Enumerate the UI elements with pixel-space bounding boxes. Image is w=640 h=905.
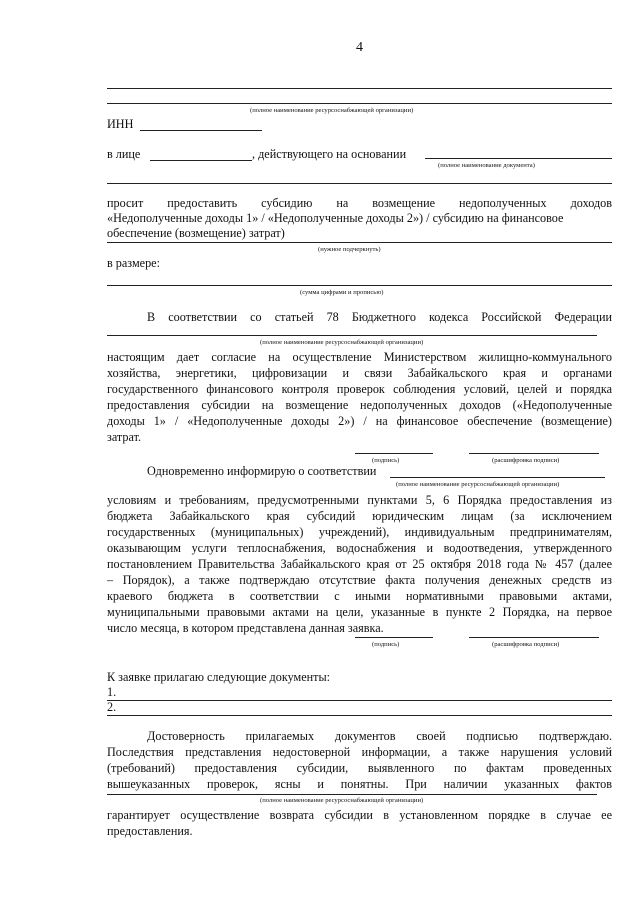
inform-line-1: Одновременно информирую о соответствии xyxy=(147,464,377,478)
consent-text-3: государственного финансового контроля проверок соблюдения условий, целей и порядка xyxy=(107,382,612,396)
reliability-line-4: вышеуказанных проверок, ясны и понятны. При наличии указанных фактов xyxy=(107,777,612,791)
inform-text-2: бюджета Забайкальского края субсидий юридическим лицам (за исключением xyxy=(107,509,612,523)
consent-text-6: затрат. xyxy=(107,430,142,444)
org-name-line-2[interactable] xyxy=(107,103,612,104)
continuation-line[interactable] xyxy=(107,183,612,184)
inform-text-5: постановлением Правительства Забайкальского края от 25 октября 2018 года № 457 (далее xyxy=(107,557,612,571)
basis-document-field[interactable] xyxy=(425,158,612,159)
consent-org-caption: (полное наименование ресурсоснабжающей организации) xyxy=(260,339,424,346)
reliability-line-3: (требований) предоставления субсидии, выявленного по фактам проведенных xyxy=(107,761,612,775)
consent-text-2: хозяйства, энергетики, цифровизации и связи Забайкальского края и органами xyxy=(107,366,612,380)
inform-sign-caption: (подпись) xyxy=(372,641,400,648)
consent-decode-caption: (расшифровка подписи) xyxy=(492,457,560,464)
org-caption: (полное наименование ресурсоснабжающей организации) xyxy=(250,107,414,114)
consent-signature-field[interactable] xyxy=(355,453,433,454)
consent-sign-caption: (подпись) xyxy=(372,457,400,464)
acting-label: , действующего на основании xyxy=(252,147,407,161)
underline-caption: (нужное подчеркнуть) xyxy=(318,246,381,253)
attachment-field-1[interactable] xyxy=(107,700,612,701)
org-name-line[interactable] xyxy=(107,88,612,89)
attachment-item-2: 2. xyxy=(107,700,117,714)
inform-decode-field[interactable] xyxy=(469,637,599,638)
inform-text-3: государственных (муниципальных) учреждений), индивидуальным предпринимателям, xyxy=(107,525,612,539)
reliability-org-field[interactable] xyxy=(107,794,597,795)
inform-text-8: муниципальными правовыми актами на цели, указанные в пункте 2 Порядка, на первое xyxy=(107,605,612,619)
inform-org-caption: (полное наименование ресурсоснабжающей организации) xyxy=(396,481,560,488)
consent-decode-field[interactable] xyxy=(469,453,599,454)
consent-text-4: предоставления субсидии на возмещение недополученных доходов («Недополученные xyxy=(107,398,612,412)
attachment-field-2[interactable] xyxy=(107,715,612,716)
reliability-org-caption: (полное наименование ресурсоснабжающей организации) xyxy=(260,797,424,804)
inform-text-9: число месяца, в котором представлена данная заявка. xyxy=(107,621,384,635)
face-field[interactable] xyxy=(150,160,252,161)
request-line-3: обеспечение (возмещение) затрат) xyxy=(107,226,285,240)
reliability-line-1: Достоверность прилагаемых документов своей подписью подтверждаю. xyxy=(147,729,612,743)
inform-text-4: оказывающим услуги теплоснабжения, водоснабжения и водоотведения, утвержденного xyxy=(107,541,612,555)
inform-signature-field[interactable] xyxy=(355,637,433,638)
reliability-tail-1: гарантирует осуществление возврата субсидии в установленном порядке в случае ее xyxy=(107,808,612,822)
inform-decode-caption: (расшифровка подписи) xyxy=(492,641,560,648)
reliability-tail-2: предоставления. xyxy=(107,824,193,838)
amount-field[interactable] xyxy=(107,285,612,286)
request-line-2: «Недополученные доходы 1» / «Недополученные доходы 2») / субсидию на финансовое xyxy=(107,211,564,225)
amount-label: в размере: xyxy=(107,256,160,270)
consent-line-1: В соответствии со статьей 78 Бюджетного кодекса Российской Федерации xyxy=(147,310,612,324)
page-number: 4 xyxy=(356,40,363,55)
consent-text-1: настоящим дает согласие на осуществление Министерством жилищно-коммунального xyxy=(107,350,612,364)
inn-label: ИНН xyxy=(107,117,134,131)
doc-caption: (полное наименование документа) xyxy=(438,162,535,169)
reliability-line-2: Последствия представления недостоверной информации, а также нарушения условий xyxy=(107,745,612,759)
face-label: в лице xyxy=(107,147,141,161)
request-underline xyxy=(107,242,612,243)
consent-text-5: доходы 1» / «Недополученные доходы 2») / на финансовое обеспечение (возмещение) xyxy=(107,414,612,428)
attachment-item-1: 1. xyxy=(107,685,117,699)
amount-caption: (сумма цифрами и прописью) xyxy=(300,289,384,296)
inform-text-7: краевого бюджета в соответствии с иными нормативными правовыми актами, xyxy=(107,589,612,603)
consent-org-field[interactable] xyxy=(107,335,597,336)
inform-text-1: условиям и требованиям, предусмотренными пунктами 5, 6 Порядка предоставления из xyxy=(107,493,612,507)
inform-org-field[interactable] xyxy=(390,477,605,478)
inn-field[interactable] xyxy=(140,130,262,131)
request-line-1: просит предоставить субсидию на возмещение недополученных доходов xyxy=(107,196,612,210)
attachments-title: К заявке прилагаю следующие документы: xyxy=(107,670,331,684)
inform-text-6: – Порядок), а также подтверждаю отсутствие факта получения денежных средств из xyxy=(107,573,612,587)
